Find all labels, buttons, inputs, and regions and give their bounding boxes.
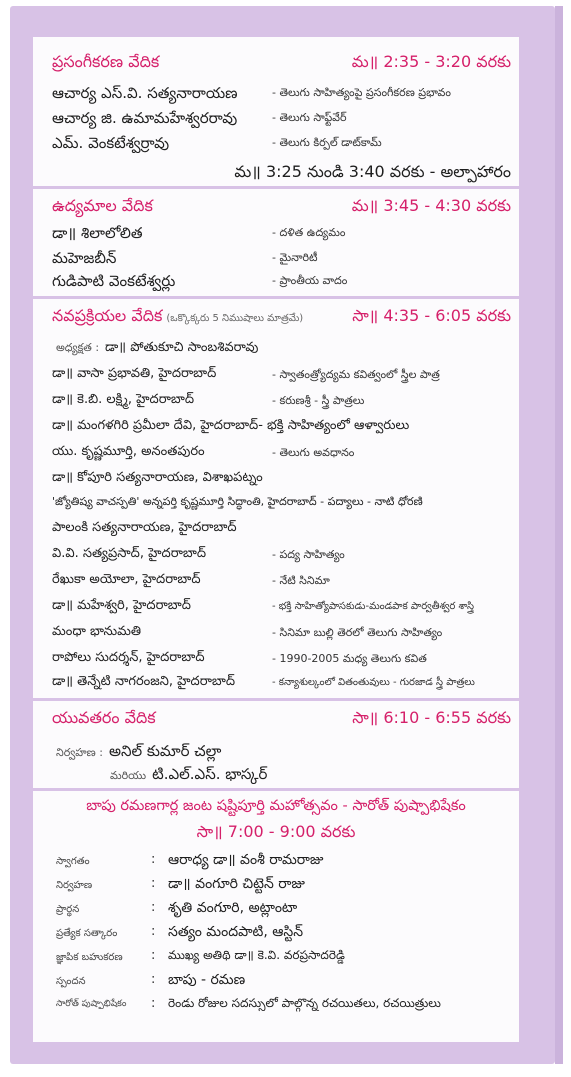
- role-value: సత్యం మందపాటి, ఆస్టిన్: [168, 924, 304, 940]
- separator: [33, 698, 519, 701]
- moderator2-label: మరియు: [110, 769, 147, 782]
- session2-time: మ॥ 3:45 - 4:30 వరకు: [351, 196, 511, 215]
- speaker-name: డా॥ తెన్నేటి నాగరంజని, హైదరాబాద్: [52, 674, 236, 689]
- list-item: ప్రార్థన : శృతి వంగూరి, అట్లాంటా: [56, 900, 531, 922]
- list-item: [52, 495, 511, 519]
- topic: - 1990-2005 మధ్య తెలుగు కవిత: [272, 652, 427, 665]
- session2-title: ఉద్యమాల వేదిక: [52, 196, 153, 215]
- topic: - స్వాతంత్ర్యోద్యమ కవిత్వంలో స్త్రీల పాత్ర: [272, 368, 440, 381]
- list-item: [52, 444, 511, 468]
- list-item: [52, 84, 511, 108]
- speaker-name: రాపోలు సుదర్శన్, హైదరాబాద్: [52, 650, 205, 665]
- list-item: [52, 249, 511, 273]
- list-item: [52, 598, 511, 622]
- topic: - తెలుగు సాఫ్ట్‌వేర్: [272, 111, 347, 124]
- moderator-line: [110, 765, 267, 787]
- list-item: స్పందన : బాపు - రమణ: [56, 972, 531, 994]
- session3-time: సా॥ 4:35 - 6:05 వరకు: [352, 306, 511, 325]
- list-item: [52, 418, 511, 442]
- role-value: బాపు - రమణ: [168, 972, 246, 988]
- session4-time: సా॥ 6:10 - 6:55 వరకు: [352, 708, 511, 727]
- topic: - తెలుగు కిర్పల్ డాట్‌కామ్: [272, 136, 382, 149]
- moderator-name: డా॥ పోతుకూచి సాంబశివరావు: [105, 340, 259, 355]
- list-item: [52, 224, 511, 248]
- speaker-name: గుడిపాటి వెంకటేశ్వర్లు: [52, 272, 176, 290]
- session1-header: [52, 52, 511, 78]
- list-item: [52, 650, 511, 674]
- role-value: రెండు రోజుల సదస్సులో పాల్గొన్న రచయితలు, రచయిత్రులు: [168, 996, 441, 1010]
- role-value: డా॥ వంగూరి చిట్టెన్ రాజు: [168, 876, 305, 892]
- speaker-name: ఆచార్య ఎస్.వి. సత్యనారాయణ: [52, 84, 238, 102]
- role-label: ప్రత్యేక సత్కారం: [56, 928, 118, 939]
- list-item: [52, 272, 511, 296]
- session4-title: యువతరం వేదిక: [52, 708, 156, 727]
- session4-header: [52, 708, 511, 734]
- session2-header: [52, 196, 511, 222]
- speaker-name: యు. కృష్ణమూర్తి, అనంతపురం: [52, 444, 205, 459]
- list-item: [52, 546, 511, 570]
- speaker-name: డా॥ శిలాలోలిత: [52, 224, 143, 242]
- list-item: [52, 674, 511, 698]
- speaker-name: మంధా భానుమతి: [52, 624, 142, 639]
- role-label: స్వాగతం: [56, 856, 90, 867]
- moderator-line: [56, 742, 221, 764]
- list-item: [52, 109, 511, 133]
- moderator-name: అనిల్ కుమార్ చల్లా: [108, 742, 222, 760]
- topic: - కన్యాశుల్కంలో వితంతువులు - గురజాడ స్త్రీ పాత్రలు: [272, 677, 475, 688]
- role-value: శృతి వంగూరి, అట్లాంటా: [168, 900, 298, 916]
- speaker-name: వి.వి. సత్యప్రసాద్, హైదరాబాద్: [52, 546, 207, 561]
- session1-title: ప్రసంగీకరణ వేదిక: [52, 52, 160, 71]
- role-value: ముఖ్య అతిథి డా॥ కె.వి. వరప్రసాదరెడ్డి: [168, 948, 345, 962]
- speaker-name: ఎమ్. వెంకటేశ్వర్రావు: [52, 134, 170, 152]
- session1-time: మ॥ 2:35 - 3:20 వరకు: [351, 52, 511, 71]
- list-item: జ్ఞాపిక బహుకరణ : ముఖ్య అతిథి డా॥ కె.వి. వరప్రసాదరెడ్డి: [56, 948, 345, 963]
- speaker-name: డా॥ కోపూరి సత్యనారాయణ, విశాఖపట్నం: [52, 470, 263, 485]
- speaker-name: డా॥ మహేశ్వరి, హైదరాబాద్: [52, 598, 191, 613]
- role-label: ప్రార్థన: [56, 904, 80, 915]
- moderator-line: [56, 340, 258, 358]
- session3-note: (ఒక్కొక్కరు 5 నిముషాలు మాత్రమే): [166, 313, 304, 324]
- separator: [33, 186, 519, 189]
- topic: - నేటి సినిమా: [272, 574, 330, 587]
- separator: [33, 296, 519, 299]
- list-item: సారోత్ పుష్పాభిషేకం : రెండు రోజుల సదస్సులో పాల్గొన్న రచయితలు, రచయిత్రులు: [56, 996, 441, 1011]
- speaker-name: డా॥ వాసా ప్రభావతి, హైదరాబాద్: [52, 366, 217, 381]
- session3-header: [52, 306, 511, 332]
- speaker-name: ఆచార్య జి. ఉమామహేశ్వరరావు: [52, 109, 238, 127]
- list-item: ప్రత్యేక సత్కారం : సత్యం మందపాటి, ఆస్టిన్: [56, 924, 531, 946]
- moderator2-name: టి.ఎల్.ఎస్. భాస్కర్: [152, 765, 268, 783]
- list-item: [52, 520, 511, 544]
- speaker-name: పాలంకి సత్యనారాయణ, హైదరాబాద్: [52, 520, 237, 535]
- topic: - కరుణశ్రీ - స్త్రీ పాత్రలు: [272, 394, 365, 407]
- role-label: స్పందన: [56, 976, 86, 987]
- card-edge: [555, 6, 563, 1064]
- session3-title: నవప్రక్రియల వేదిక: [52, 306, 163, 325]
- topic: - భక్తి సాహిత్యోపాసకుడు-మండపాక పార్వతీశ్వర శాస్త్రి: [272, 601, 475, 612]
- list-item: [52, 134, 511, 158]
- topic: - మైనారిటీ: [272, 251, 318, 264]
- role-label: నిర్వహణ: [56, 880, 93, 891]
- topic: - తెలుగు సాహిత్యంపై ప్రసంగీకరణ ప్రభావం: [272, 86, 451, 99]
- list-item: నిర్వహణ : డా॥ వంగూరి చిట్టెన్ రాజు: [56, 876, 531, 898]
- list-item: [52, 366, 511, 390]
- role-value: ఆరాధ్య డా॥ వంశీ రామరాజు: [168, 852, 324, 868]
- separator: [33, 788, 519, 791]
- list-item: [52, 572, 511, 596]
- list-item: [52, 624, 511, 648]
- speaker-name: డా॥ మంగళగిరి ప్రమీలా దేవి, హైదరాబాద్- భక్తి సాహిత్యంలో ఆళ్వారులు: [52, 418, 410, 433]
- speaker-name: 'జ్యోతిష్య వాచస్పతి' అన్నపర్తి కృష్ణమూర్తి సిద్ధాంతి, హైదరాబాద్ - పద్యాలు - నాటి ధోరణి: [52, 495, 423, 508]
- break-notice: మ॥ 3:25 నుండి 3:40 వరకు - అల్పాహారం: [234, 162, 511, 181]
- role-label: సారోత్ పుష్పాభిషేకం: [56, 999, 127, 1009]
- list-item: స్వాగతం : ఆరాధ్య డా॥ వంశీ రామరాజు: [56, 852, 531, 874]
- moderator-label: నిర్వహణ :: [56, 746, 103, 759]
- closing-title: బాపు రమణగార్ల జంట షష్టిపూర్తి మహోత్సవం - సారోత్ పుష్పాభిషేకం: [86, 798, 466, 814]
- speaker-name: డా॥ కె.బి. లక్ష్మి, హైదరాబాద్: [52, 392, 195, 407]
- list-item: [52, 470, 511, 494]
- speaker-name: మహెజబీన్: [52, 249, 117, 267]
- list-item: [52, 392, 511, 416]
- topic: - పద్య సాహిత్యం: [272, 548, 345, 561]
- topic: - సినిమా బుల్లి తెరలో తెలుగు సాహిత్యం: [272, 626, 443, 639]
- role-label: జ్ఞాపిక బహుకరణ: [56, 952, 123, 963]
- topic: - దళిత ఉద్యమం: [272, 226, 346, 239]
- closing-time: సా॥ 7:00 - 9:00 వరకు: [196, 822, 356, 841]
- speaker-name: రేఖుకా అయోలా, హైదరాబాద్: [52, 572, 201, 587]
- moderator-label: అధ్యక్షత :: [56, 341, 100, 354]
- topic: - తెలుగు అవధానం: [272, 446, 355, 459]
- topic: - ప్రాంతీయ వాదం: [272, 274, 348, 287]
